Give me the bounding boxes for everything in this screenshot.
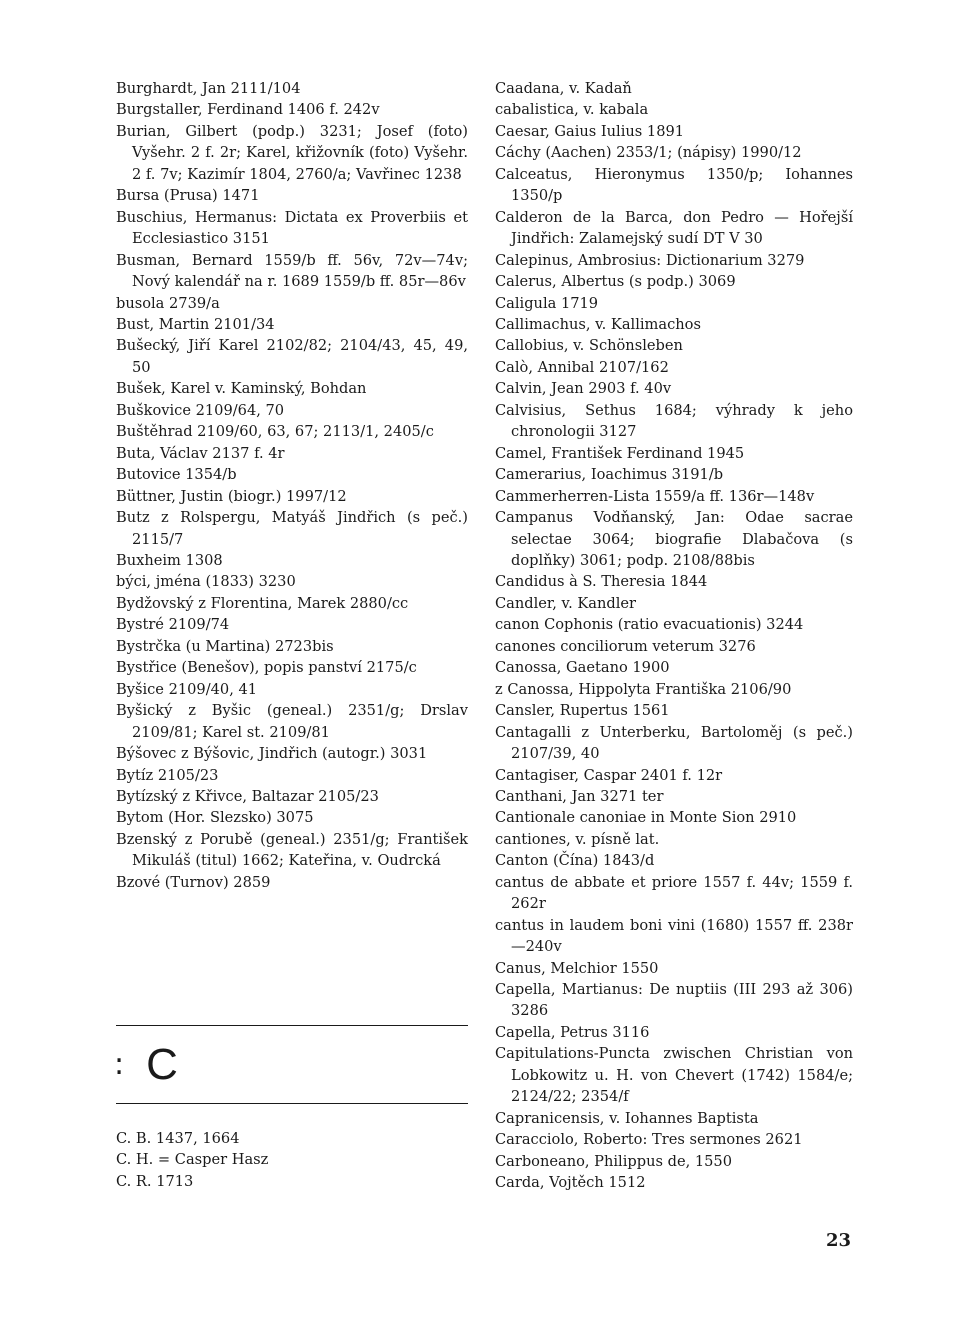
section-letter: C (146, 1039, 178, 1089)
index-entry: C. H. = Casper Hasz (116, 1151, 269, 1169)
index-entry: Burian, Gilbert (podp.) 3231; Josef (foto) Vyšehr. 2 f. 2r; Karel, křižovník (foto) Vyšehr. 2 f. 7v; Kazimír 1804, 2760/a; Vavřinec 1238 (116, 122, 468, 183)
index-entry: Buštěhrad 2109/60, 63, 67; 2113/1, 2405/c (116, 423, 434, 441)
section-heading-c (116, 1025, 468, 1104)
section-rule-bottom (116, 1103, 468, 1104)
index-entry: Calvin, Jean 2903 f. 40v (495, 380, 672, 398)
index-entry: Canossa, Gaetano 1900 (495, 659, 670, 677)
index-entry: Burghardt, Jan 2111/104 (116, 80, 301, 97)
index-entry: býci, jména (1833) 3230 (116, 573, 296, 591)
index-entry: Büttner, Justin (biogr.) 1997/12 (116, 487, 347, 505)
index-entry: Bytízský z Křivce, Baltazar 2105/23 (116, 787, 379, 805)
index-entry: Bursa (Prusa) 1471 (116, 187, 260, 205)
index-entry: busola 2739/a (116, 294, 220, 312)
index-entry: Calvisius, Sethus 1684; výhrady k jeho chronologii 3127 (495, 401, 853, 441)
index-entry: cantus de abbate et priore 1557 f. 44v; 1559 f. 262r (495, 873, 853, 913)
index-entry: Burgstaller, Ferdinand 1406 f. 242v (116, 101, 380, 119)
index-entry: C. B. 1437, 1664 (116, 1130, 240, 1147)
c-abbreviation-list (116, 1128, 468, 1192)
index-entry: Callimachus, v. Kallimachos (495, 315, 701, 333)
index-entry: Caligula 1719 (495, 294, 599, 312)
index-entry: Cantionale canoniae in Monte Sion 2910 (495, 809, 797, 827)
index-entry: Carboneano, Philippus de, 1550 (495, 1152, 732, 1170)
index-entry: Cammerherren-Lista 1559/a ff. 136r—148v (495, 487, 815, 505)
index-entry: Bzenský z Porubě (geneal.) 2351/g; František Mikuláš (titul) 1662; Kateřina, v. Oudrcká (116, 830, 468, 870)
index-entry: Candler, v. Kandler (495, 594, 636, 612)
index-entry: Bzové (Turnov) 2859 (116, 873, 271, 891)
index-entry: Bystré 2109/74 (116, 616, 230, 634)
index-entry: Capella, Petrus 3116 (495, 1023, 650, 1041)
index-entry: Calò, Annibal 2107/162 (495, 358, 669, 376)
index-entry: Bytom (Hor. Slezsko) 3075 (116, 809, 314, 827)
index-entry: Buxheim 1308 (116, 551, 223, 569)
index-entry: Cantagalli z Unterberku, Bartoloměj (s peč.) 2107/39, 40 (495, 723, 853, 763)
index-entry: Calceatus, Hieronymus 1350/p; Iohannes 1350/p (495, 165, 853, 205)
index-entry: Calderon de la Barca, don Pedro — Hořejší Jindřich: Zalamejský sudí DT V 30 (495, 208, 853, 248)
index-entry: cantus in laudem boni vini (1680) 1557 ff. 238r—240v (495, 916, 853, 956)
index-entry: Buškovice 2109/64, 70 (116, 401, 285, 419)
index-entry: Caadana, v. Kadaň (495, 80, 632, 97)
index-entry: Bytíz 2105/23 (116, 766, 219, 784)
index-entry: Butz z Rolspergu, Matyáš Jindřich (s peč.) 2115/7 (116, 509, 468, 548)
index-entry: Canus, Melchior 1550 (495, 959, 659, 977)
index-entry: Bušek, Karel v. Kaminský, Bohdan (116, 380, 367, 398)
index-entry: Camel, František Ferdinand 1945 (495, 444, 745, 462)
index-entry: Carda, Vojtěch 1512 (495, 1174, 646, 1192)
index-entry: Cáchy (Aachen) 2353/1; (nápisy) 1990/12 (495, 144, 802, 162)
index-entry: Bydžovský z Florentina, Marek 2880/cc (116, 594, 409, 612)
index-entry: Cansler, Rupertus 1561 (495, 702, 670, 720)
index-entry: canon Cophonis (ratio evacuationis) 3244 (495, 616, 804, 634)
index-entry: Canthani, Jan 3271 ter (495, 787, 664, 805)
index-entry: Butovice 1354/b (116, 466, 237, 484)
index-entry: Cantagiser, Caspar 2401 f. 12r (495, 766, 723, 784)
index-column-right (495, 78, 853, 1194)
index-entry: z Canossa, Hippolyta Františka 2106/90 (495, 680, 792, 698)
index-entry: Candidus à S. Theresia 1844 (495, 573, 708, 591)
index-entry: C. R. 1713 (116, 1172, 194, 1190)
index-entry: cabalistica, v. kabala (495, 101, 649, 119)
index-column-left (116, 78, 468, 893)
section-heading (116, 1026, 468, 1103)
index-entry: Buta, Václav 2137 f. 4r (116, 444, 285, 462)
index-entry: Capranicensis, v. Iohannes Baptista (495, 1109, 759, 1127)
index-entry: Camerarius, Ioachimus 3191/b (495, 466, 724, 484)
index-entry: Caesar, Gaius Iulius 1891 (495, 122, 685, 140)
index-entry: Callobius, v. Schönsleben (495, 337, 683, 355)
index-entry: Buschius, Hermanus: Dictata ex Proverbiis et Ecclesiastico 3151 (116, 208, 468, 248)
index-entry: Capella, Martianus: De nuptiis (III 293 až 306) 3286 (495, 981, 853, 1020)
index-entry: Býšovec z Býšovic, Jindřich (autogr.) 3031 (116, 745, 428, 763)
index-entry: Bušecký, Jiří Karel 2102/82; 2104/43, 45, 49, 50 (116, 337, 468, 376)
index-entry: canones conciliorum veterum 3276 (495, 637, 756, 655)
index-entry: Caracciolo, Roberto: Tres sermones 2621 (495, 1131, 803, 1149)
index-entry: Calerus, Albertus (s podp.) 3069 (495, 273, 736, 291)
section-colon: : (114, 1047, 125, 1082)
page-number: 23 (826, 1230, 852, 1251)
index-entry: Capitulations-Puncta zwischen Christian von Lobkowitz u. H. von Chevert (1742) 1584/e; 2124/22; 2354/f (495, 1045, 853, 1106)
index-entry: Byšický z Byšic (geneal.) 2351/g; Drslav 2109/81; Karel st. 2109/81 (116, 702, 468, 741)
index-entry: Busman, Bernard 1559/b ff. 56v, 72v—74v; Nový kalendář na r. 1689 1559/b ff. 85r—86v (116, 251, 468, 291)
index-entry: Bust, Martin 2101/34 (116, 315, 275, 333)
index-entry: Bystřice (Benešov), popis panství 2175/c (116, 659, 417, 677)
index-entry: Canton (Čína) 1843/d (495, 852, 655, 870)
index-entry: Bystrčka (u Martina) 2723bis (116, 637, 334, 655)
index-entry: Campanus Vodňanský, Jan: Odae sacrae selectae 3064; biografie Dlabačova (s doplňky) 3061; podp. 2108/88bis (495, 509, 853, 569)
index-entry: Byšice 2109/40, 41 (116, 680, 258, 698)
index-entry: cantiones, v. písně lat. (495, 830, 660, 848)
index-entry: Calepinus, Ambrosius: Dictionarium 3279 (495, 251, 805, 269)
